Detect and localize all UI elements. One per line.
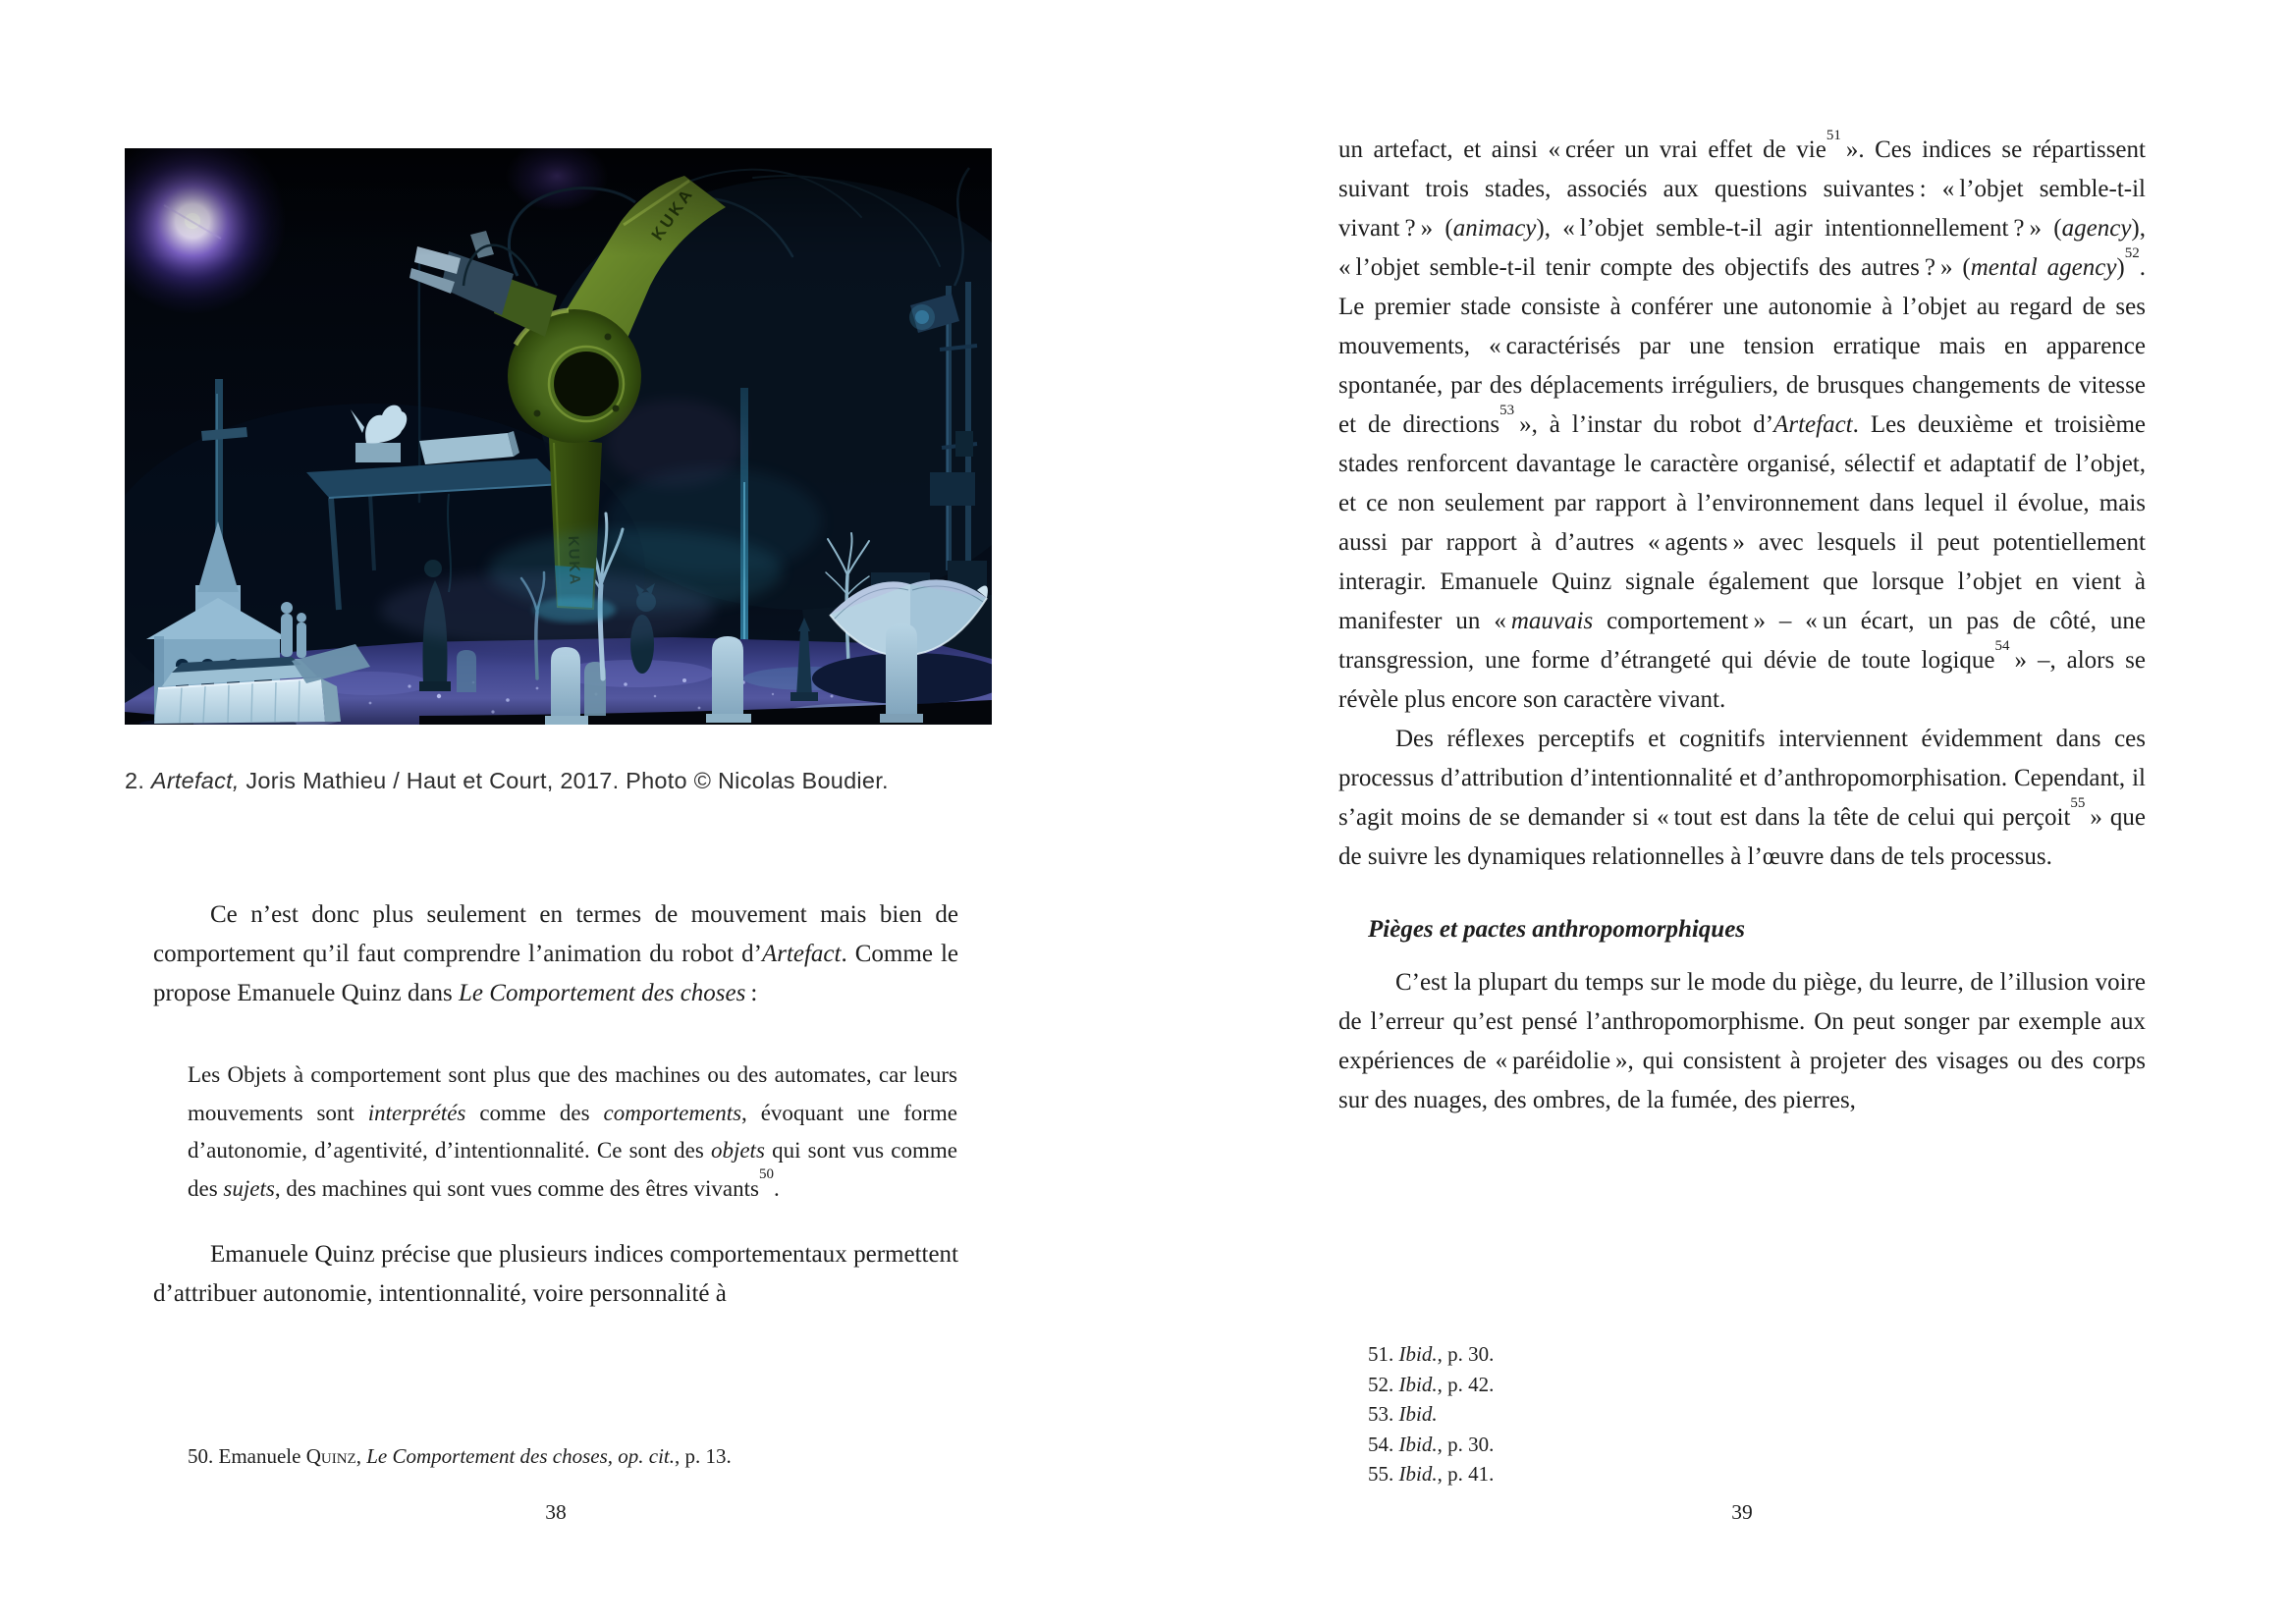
text-run: Emanuele Quinz précise que plusieurs indices comportementaux permettent d’attribuer autonomie, intentionnalité, voire personnalité à <box>153 1241 958 1307</box>
page-number-left: 38 <box>545 1500 567 1524</box>
footnote-ref-53: 53 <box>1499 402 1515 418</box>
italic-ibid: Ibid. <box>1398 1402 1438 1426</box>
italic-word: agency <box>2061 215 2132 242</box>
left-paragraph-1 <box>153 895 958 1013</box>
text-run: Les Objets à comportement sont plus que des machines ou des automates, car leurs mouvements sont <box>188 1062 957 1125</box>
text-run: . Comme le propose Emanuele Quinz dans <box>153 941 958 1006</box>
smallcaps-name: Quinz <box>305 1444 356 1468</box>
text-run: » que de suivre les dynamiques relationnelles à l’œuvre dans de tels processus. <box>1338 804 2146 870</box>
tombstone-small <box>457 650 476 692</box>
italic-word: interprétés <box>367 1100 466 1125</box>
footnote-ref-55: 55 <box>2070 794 2086 811</box>
left-footnotes <box>188 1441 973 1471</box>
italic-word: objets <box>710 1138 765 1163</box>
page-number-right: 39 <box>1731 1500 1753 1524</box>
text-run: : <box>745 980 758 1006</box>
caption-title: Artefact, <box>150 767 240 793</box>
italic-ibid: Ibid. <box>1398 1342 1438 1366</box>
text-run: ) <box>2116 254 2125 281</box>
caption-credit: Joris Mathieu / Haut et Court, 2017. Photo © Nicolas Boudier. <box>239 767 889 793</box>
photo-caption <box>125 768 992 794</box>
section-heading: Pièges et pactes anthropomorphiques <box>1368 916 1746 943</box>
footnote-54 <box>1368 1430 2055 1460</box>
footnote-ref-54: 54 <box>1994 637 2010 654</box>
italic-title: Artefact <box>1773 411 1853 438</box>
text-run: , p. 42. <box>1437 1372 1495 1396</box>
text-run: , évoquant une forme d’autonomie, d’agentivité, d’intentionnalité. Ce sont des <box>188 1100 957 1163</box>
kuka-logo-2: KUKA <box>565 535 583 587</box>
text-run: » –, alors se révèle plus encore son caractère vivant. <box>1338 647 2146 713</box>
italic-ibid: Ibid. <box>1398 1462 1438 1486</box>
text-run: , <box>355 1444 367 1468</box>
footnote-55 <box>1368 1459 2055 1489</box>
footnote-50 <box>188 1441 973 1471</box>
text-run: . Le premier stade consiste à conférer une autonomie à l’objet au regard de ses mouvements, « caractérisés par une tension erratique mais en apparence spontanée, par des déplacements irréguliers, de brusques changements de vitesse et de directions <box>1338 254 2146 438</box>
caption-number: 2. <box>125 767 151 793</box>
right-paragraph-3 <box>1338 963 2146 1120</box>
footnote-ref-51: 51 <box>1826 127 1841 143</box>
italic-word: comportements <box>603 1100 742 1125</box>
italic-ibid: Ibid. <box>1398 1372 1438 1396</box>
italic-word: mental agency <box>1970 254 2117 281</box>
footnote-number: 53. <box>1368 1402 1399 1426</box>
text-run: ». Ces indices se répartissent suivant trois stades, associés aux questions suivantes : « l’objet semble-t-il vivant ? » ( <box>1338 136 2146 242</box>
right-paragraph-1 <box>1338 127 2147 720</box>
footnote-53 <box>1368 1399 2055 1430</box>
italic-word: animacy <box>1452 215 1537 242</box>
right-footnotes <box>1368 1339 2055 1489</box>
footnote-number: 55. <box>1368 1462 1399 1486</box>
top-vignette <box>125 148 992 256</box>
italic-title: Artefact <box>761 941 842 967</box>
footnote-52 <box>1368 1370 2055 1400</box>
block-quote <box>188 1056 957 1208</box>
text-run: Ce n’est donc plus seulement en termes de mouvement mais bien de comportement qu’il faut comprendre l’animation du robot d’ <box>153 901 958 967</box>
text-run: , p. 30. <box>1437 1342 1495 1366</box>
right-paragraph-2 <box>1338 720 2146 877</box>
footnote-ref-50: 50 <box>758 1165 774 1182</box>
text-run: , p. 13. <box>675 1444 732 1468</box>
right-page-text-column <box>1338 127 2147 1120</box>
text-run: comportement » – « un écart, un pas de côté, une transgression, une forme d’étrangeté qui dévie de toute logique <box>1338 608 2147 674</box>
text-run: Des réflexes perceptifs et cognitifs interviennent évidemment dans ces processus d’attribution d’intentionnalité et d’anthropomorphisation. Cependant, il s’agit moins de se demander si « tout est dans la tête de celui qui perçoit <box>1338 726 2146 831</box>
text-run: comme des <box>465 1100 604 1125</box>
artefact-photo-illustration <box>125 148 992 725</box>
artefact-photo <box>125 148 992 725</box>
text-run: , p. 30. <box>1437 1432 1495 1456</box>
text-run: . <box>773 1175 780 1201</box>
italic-word: mauvais <box>1510 608 1594 634</box>
footnote-number: 54. <box>1368 1432 1399 1456</box>
text-run: un artefact, et ainsi « créer un vrai effet de vie <box>1338 136 1826 163</box>
left-page-text-column <box>153 895 958 1314</box>
footnote-number: 51. <box>1368 1342 1399 1366</box>
text-run: , p. 41. <box>1437 1462 1495 1486</box>
footnote-ref-52: 52 <box>2124 244 2140 261</box>
italic-title: Le Comportement des choses, op. cit. <box>366 1444 676 1468</box>
italic-title: Le Comportement des choses <box>459 980 746 1006</box>
italic-word: sujets <box>223 1175 275 1201</box>
text-run: , des machines qui sont vues comme des êtres vivants <box>274 1175 759 1201</box>
text-run: qui sont vus comme des <box>188 1138 957 1201</box>
italic-ibid: Ibid. <box>1398 1432 1438 1456</box>
footnote-number: 50. Emanuele <box>188 1444 306 1468</box>
tombstone-right <box>880 623 923 723</box>
text-run: . Les deuxième et troisième stades renforcent davantage le caractère organisé, sélectif et adaptatif de l’objet, et ce non seulement par rapport à l’environnement dans lequel il évolue, mais aussi par rapport à d’autres « agents » avec lesquels il peut potentiellement interagir. Emanuele Quinz signale également que lorsque l’objet en vient à manifester un « <box>1338 411 2146 634</box>
footnote-number: 52. <box>1368 1372 1399 1396</box>
footnote-51 <box>1368 1339 2055 1370</box>
text-run: C’est la plupart du temps sur le mode du piège, du leurre, de l’illusion voire de l’erreur qu’est pensé l’anthropomorphisme. On peut songer par exemple aux expériences de « paréidolie », qui consistent à projeter des visages ou des corps sur des nuages, des ombres, de la fumée, des pierres, <box>1338 969 2146 1113</box>
left-paragraph-2 <box>153 1235 958 1314</box>
text-run: ), « l’objet semble-t-il tenir compte des objectifs des autres ? » ( <box>1338 215 2146 281</box>
text-run: », à l’instar du robot d’ <box>1514 411 1774 438</box>
text-run: ), « l’objet semble-t-il agir intentionnellement ? » ( <box>1536 215 2062 242</box>
